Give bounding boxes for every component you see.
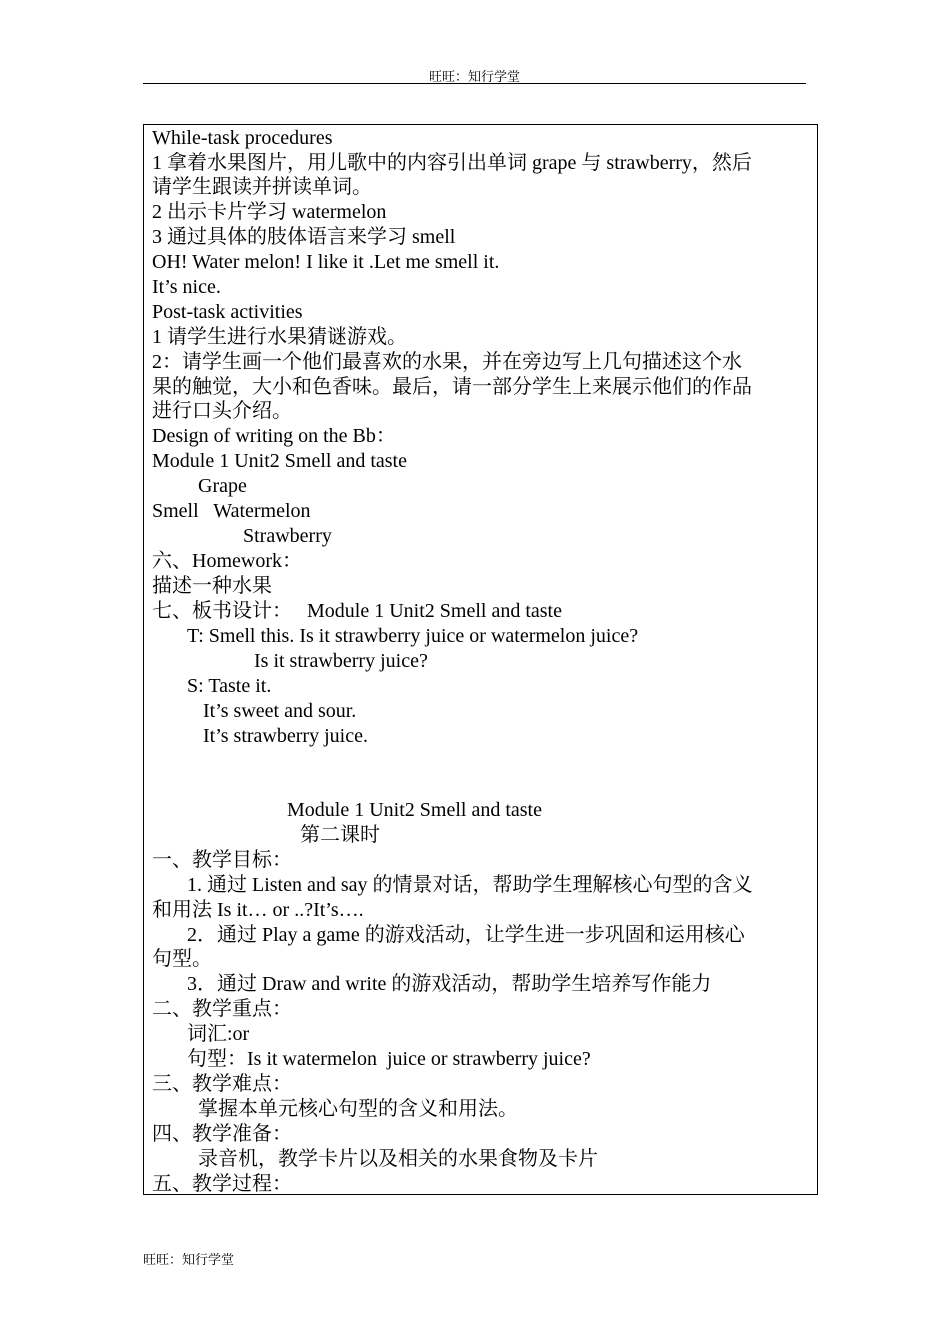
text-line: 果的触觉，大小和色香味。最后，请一部分学生上来展示他们的作品: [152, 376, 752, 398]
text-line: 录音机，教学卡片以及相关的水果食物及卡片: [198, 1148, 598, 1170]
text-line: Post-task activities: [152, 301, 303, 323]
text-line: Grape: [198, 475, 247, 497]
page-footer: 旺旺：知行学堂: [143, 1253, 235, 1268]
text-line: 四、教学准备：: [152, 1123, 292, 1145]
text-line: 二、教学重点：: [152, 998, 292, 1020]
text-line: Smell Watermelon: [152, 500, 311, 522]
text-line: Is it strawberry juice?: [254, 650, 428, 672]
text-line: It’s nice.: [152, 276, 221, 298]
text-line: 句型。: [152, 948, 212, 970]
section-subtitle: 第二课时: [300, 824, 380, 846]
text-line: 掌握本单元核心句型的含义和用法。: [198, 1098, 518, 1120]
text-line: Design of writing on the Bb：: [152, 425, 396, 447]
text-line: 五、教学过程：: [152, 1173, 292, 1195]
page-header: 旺旺：知行学堂: [428, 70, 520, 85]
text-line: 进行口头介绍。: [152, 400, 292, 422]
text-line: 六、Homework：: [152, 550, 302, 572]
text-line: 1. 通过 Listen and say 的情景对话，帮助学生理解核心句型的含义: [187, 874, 753, 896]
text-line: 句型：Is it watermelon juice or strawberry juice?: [187, 1048, 591, 1070]
text-line: 请学生跟读并拼读单词。: [152, 176, 372, 198]
text-line: 3 通过具体的肢体语言来学习 smell: [152, 226, 456, 248]
text-line: While-task procedures: [152, 127, 333, 149]
text-line: OH! Water melon! I like it .Let me smell it.: [152, 251, 500, 273]
header-rule: [143, 83, 806, 84]
text-line: 词汇:or: [187, 1023, 250, 1045]
text-line: 和用法 Is it… or ..?It’s….: [152, 899, 364, 921]
text-line: It’s strawberry juice.: [203, 725, 368, 747]
text-line: 2：请学生画一个他们最喜欢的水果，并在旁边写上几句描述这个水: [152, 351, 742, 373]
text-line: Strawberry: [243, 525, 332, 547]
text-line: 2．通过 Play a game 的游戏活动，让学生进一步巩固和运用核心: [187, 924, 745, 946]
section-title: Module 1 Unit2 Smell and taste: [287, 799, 542, 821]
text-line: 1 拿着水果图片，用儿歌中的内容引出单词 grape 与 strawberry，然后: [152, 152, 752, 174]
text-line: Module 1 Unit2 Smell and taste: [152, 450, 407, 472]
text-line: T: Smell this. Is it strawberry juice or watermelon juice?: [187, 625, 639, 647]
text-line: 2 出示卡片学习 watermelon: [152, 201, 387, 223]
text-line: 一、教学目标：: [152, 849, 292, 871]
text-line: 1 请学生进行水果猜谜游戏。: [152, 326, 407, 348]
text-line: 描述一种水果: [152, 575, 272, 597]
text-line: S: Taste it.: [187, 675, 272, 697]
text-line: It’s sweet and sour.: [203, 700, 357, 722]
text-line: 三、教学难点：: [152, 1073, 292, 1095]
text-line: 七、板书设计： Module 1 Unit2 Smell and taste: [152, 600, 562, 622]
text-line: 3．通过 Draw and write 的游戏活动，帮助学生培养写作能力: [187, 973, 712, 995]
